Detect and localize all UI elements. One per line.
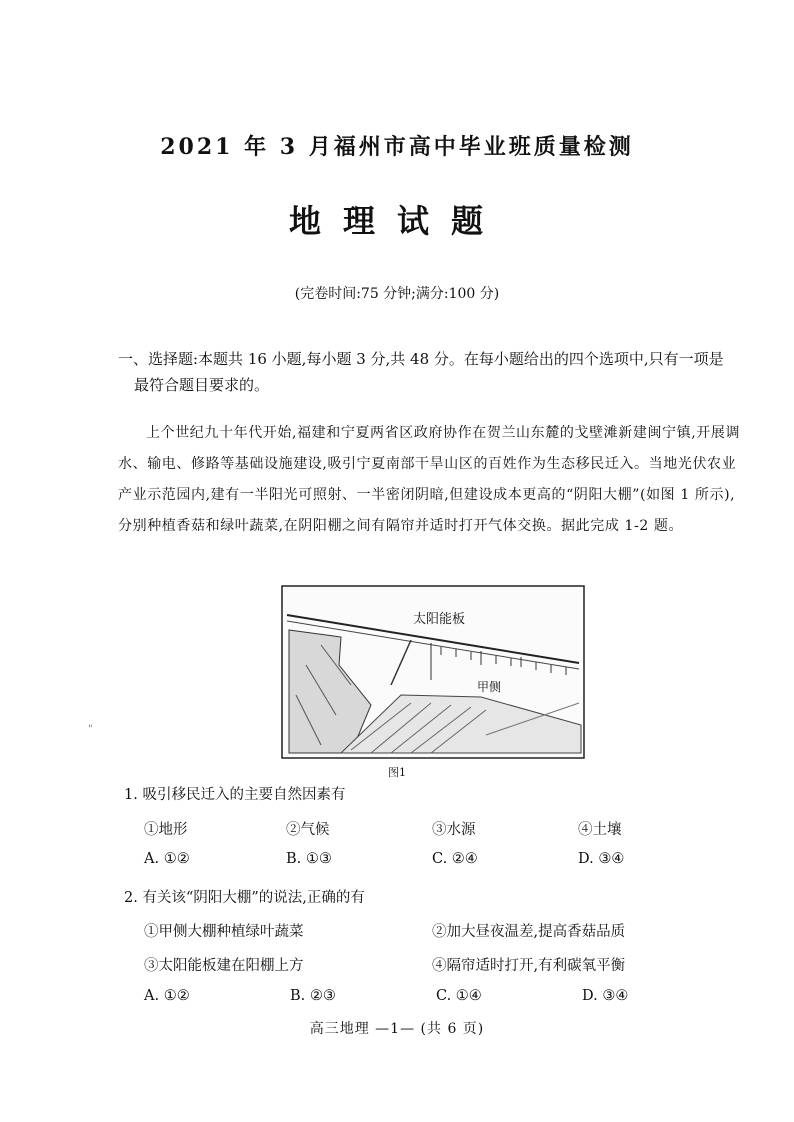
q1-choice-b[interactable]: B. ①③: [286, 851, 332, 867]
question-2-stem: 2. 有关该“阴阳大棚”的说法,正确的有: [124, 890, 365, 906]
margin-mark: ": [88, 724, 93, 735]
q2-choice-a[interactable]: A. ①②: [144, 988, 190, 1004]
greenhouse-figure: [281, 585, 585, 759]
q2-choice-b[interactable]: B. ②③: [290, 988, 336, 1004]
q1-item-3: ③水源: [432, 822, 476, 838]
passage: [118, 418, 748, 542]
q1-item-4: ④土壤: [578, 822, 622, 838]
q2-choice-d[interactable]: D. ③④: [582, 988, 629, 1004]
q1-item-2: ②气候: [286, 822, 330, 838]
passage-text: 上个世纪九十年代开始,福建和宁夏两省区政府协作在贺兰山东麓的戈壁滩新建闽宁镇,开展调水、输电、修路等基础设施建设,吸引宁夏南部干旱山区的百姓作为生态移民迁入。当地光伏农业产业示范园内,建有一半阳光可照射、一半密闭阴暗,但建设成本更高的“阴阳大棚”(如图 1 所示),分别种植香菇和绿叶蔬菜,在阴阳棚之间有隔帘并适时打开气体交换。据此完成 1-2 题。: [118, 425, 741, 534]
q2-item-1: ①甲侧大棚种植绿叶蔬菜: [144, 924, 304, 940]
section-line-1: 一、选择题:本题共 16 小题,每小题 3 分,共 48 分。在每小题给出的四个选项中,只有一项是: [118, 350, 724, 368]
section-instruction: [118, 346, 748, 398]
q1-item-1: ①地形: [144, 822, 188, 838]
section-line-2: 最符合题目要求的。: [134, 376, 270, 394]
q1-choice-c[interactable]: C. ②④: [432, 851, 478, 867]
figure-label-side: 甲侧: [477, 680, 502, 694]
page-footer: 高三地理 —1— (共 6 页): [309, 1021, 485, 1037]
q2-item-4: ④隔帘适时打开,有利碳氧平衡: [432, 958, 626, 974]
subject-title: 地理试题: [288, 202, 505, 240]
q2-item-3: ③太阳能板建在阳棚上方: [144, 958, 304, 974]
q2-item-2: ②加大昼夜温差,提高香菇品质: [432, 924, 626, 940]
figure-label-solar-panel: 太阳能板: [413, 612, 466, 627]
figure-caption: 图1: [388, 766, 406, 779]
q1-choice-a[interactable]: A. ①②: [144, 851, 190, 867]
q2-choice-c[interactable]: C. ①④: [436, 988, 482, 1004]
question-1-stem: 1. 吸引移民迁入的主要自然因素有: [124, 787, 346, 803]
exam-info: (完卷时间:75 分钟;满分:100 分): [294, 286, 500, 302]
q1-choice-d[interactable]: D. ③④: [578, 851, 625, 867]
exam-title: 2021 年 3 月福州市高中毕业班质量检测: [160, 134, 634, 160]
